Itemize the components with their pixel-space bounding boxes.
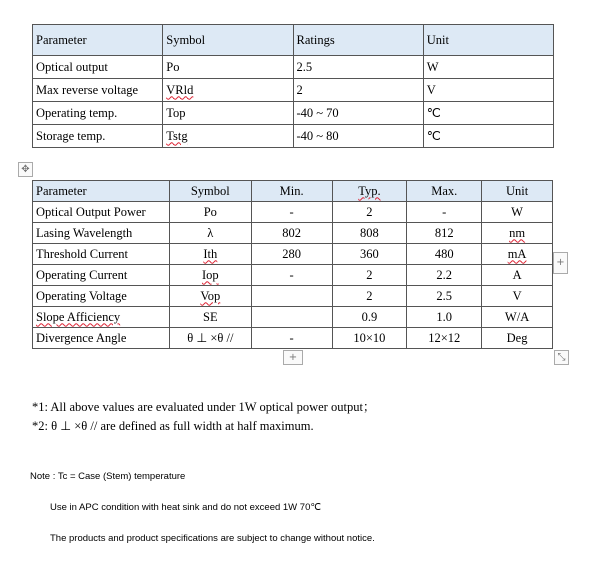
table-cell: V: [423, 79, 553, 102]
table-cell: Po: [169, 202, 251, 223]
table-cell: [169, 244, 251, 265]
table-cell: 360: [332, 244, 407, 265]
table-cell: [163, 79, 293, 102]
header-cell: Symbol: [169, 181, 251, 202]
table-cell: 2.5: [293, 56, 423, 79]
table-cell: 802: [251, 223, 332, 244]
table-cell: λ: [169, 223, 251, 244]
table-cell: 812: [407, 223, 482, 244]
table-cell: 12×12: [407, 328, 482, 349]
table-cell: -40 ~ 80: [293, 125, 423, 148]
add-row-plus-icon[interactable]: +: [283, 350, 303, 365]
table-cell: A: [482, 265, 553, 286]
table-cell: 2.2: [407, 265, 482, 286]
table-cell: 280: [251, 244, 332, 265]
table-cell: Optical output: [33, 56, 163, 79]
table-cell: ℃: [423, 102, 553, 125]
table-cell: V: [482, 286, 553, 307]
table-cell: Operating temp.: [33, 102, 163, 125]
table-cell: 2: [293, 79, 423, 102]
table-row: [33, 202, 553, 223]
table-cell: [163, 125, 293, 148]
table-cell: 2: [332, 265, 407, 286]
table-cell: [251, 286, 332, 307]
table-cell: -: [407, 202, 482, 223]
table-move-handle-icon[interactable]: ✥: [18, 162, 33, 177]
table-cell: 2: [332, 286, 407, 307]
header-cell: Unit: [423, 25, 553, 56]
table-cell: 1.0: [407, 307, 482, 328]
header-cell: [332, 181, 407, 202]
table-row: [33, 223, 553, 244]
table-cell: Deg: [482, 328, 553, 349]
table-cell: W: [423, 56, 553, 79]
table-cell: 2: [332, 202, 407, 223]
header-cell: Parameter: [33, 25, 163, 56]
table-row: [33, 125, 554, 148]
spellcheck-text: Slope Afficiency: [36, 309, 121, 324]
header-cell: Min.: [251, 181, 332, 202]
spellcheck-text: nm: [509, 225, 526, 240]
table-cell: W/A: [482, 307, 553, 328]
table-cell: [169, 265, 251, 286]
table-cell: -40 ~ 70: [293, 102, 423, 125]
table-cell: 10×10: [332, 328, 407, 349]
header-cell: Max.: [407, 181, 482, 202]
add-column-plus-icon[interactable]: +: [553, 252, 568, 274]
spellcheck-text: Vop: [200, 288, 221, 303]
table-cell: Top: [163, 102, 293, 125]
table-cell: SE: [169, 307, 251, 328]
table-row: [33, 56, 554, 79]
table-cell: -: [251, 202, 332, 223]
header-cell: Ratings: [293, 25, 423, 56]
table-cell: Lasing Wavelength: [33, 223, 170, 244]
table-row: [33, 286, 553, 307]
table-cell: [482, 223, 553, 244]
table-cell: 0.9: [332, 307, 407, 328]
table-cell: θ ⊥ ×θ //: [169, 328, 251, 349]
table-row: [33, 244, 553, 265]
table-header-row: [33, 25, 554, 56]
table-row: [33, 102, 554, 125]
header-cell: Symbol: [163, 25, 293, 56]
footnote-2: *2: θ ⊥ ×θ // are defined as full width at half maximum.: [32, 419, 314, 433]
table-cell: [251, 307, 332, 328]
table-cell: 2.5: [407, 286, 482, 307]
change-notice: The products and product specifications are subject to change without notice.: [50, 533, 375, 544]
table-cell: Divergence Angle: [33, 328, 170, 349]
table-cell: Threshold Current: [33, 244, 170, 265]
spellcheck-text: Tstg: [166, 128, 188, 143]
table-row: [33, 79, 554, 102]
spellcheck-text: Iop: [201, 267, 219, 282]
spellcheck-text: Ith: [203, 246, 218, 261]
table-cell: [33, 307, 170, 328]
characteristics-table: [32, 180, 553, 349]
header-cell: Unit: [482, 181, 553, 202]
table-cell: Max reverse voltage: [33, 79, 163, 102]
table-cell: [169, 286, 251, 307]
spellcheck-text: VRld: [166, 82, 194, 97]
table-cell: Operating Current: [33, 265, 170, 286]
apc-condition-note: Use in APC condition with heat sink and do not exceed 1W 70℃: [50, 502, 322, 513]
table-cell: Optical Output Power: [33, 202, 170, 223]
table-cell: Po: [163, 56, 293, 79]
table-header-row: [33, 181, 553, 202]
spellcheck-text: Typ.: [358, 183, 381, 198]
table-cell: -: [251, 328, 332, 349]
table-row: [33, 307, 553, 328]
table-row: [33, 328, 553, 349]
table-cell: 480: [407, 244, 482, 265]
table-cell: Operating Voltage: [33, 286, 170, 307]
table-cell: 808: [332, 223, 407, 244]
table-cell: W: [482, 202, 553, 223]
spellcheck-text: mA: [507, 246, 527, 261]
table-cell: ℃: [423, 125, 553, 148]
absolute-ratings-table: [32, 24, 554, 148]
header-cell: Parameter: [33, 181, 170, 202]
footnote-1: *1: All above values are evaluated under 1W optical power output；: [32, 400, 376, 414]
table-cell: [482, 244, 553, 265]
table-cell: -: [251, 265, 332, 286]
case-temperature-note: Note : Tc = Case (Stem) temperature: [30, 471, 186, 482]
table-resize-icon[interactable]: ⤡: [554, 350, 569, 365]
table-cell: Storage temp.: [33, 125, 163, 148]
table-row: [33, 265, 553, 286]
